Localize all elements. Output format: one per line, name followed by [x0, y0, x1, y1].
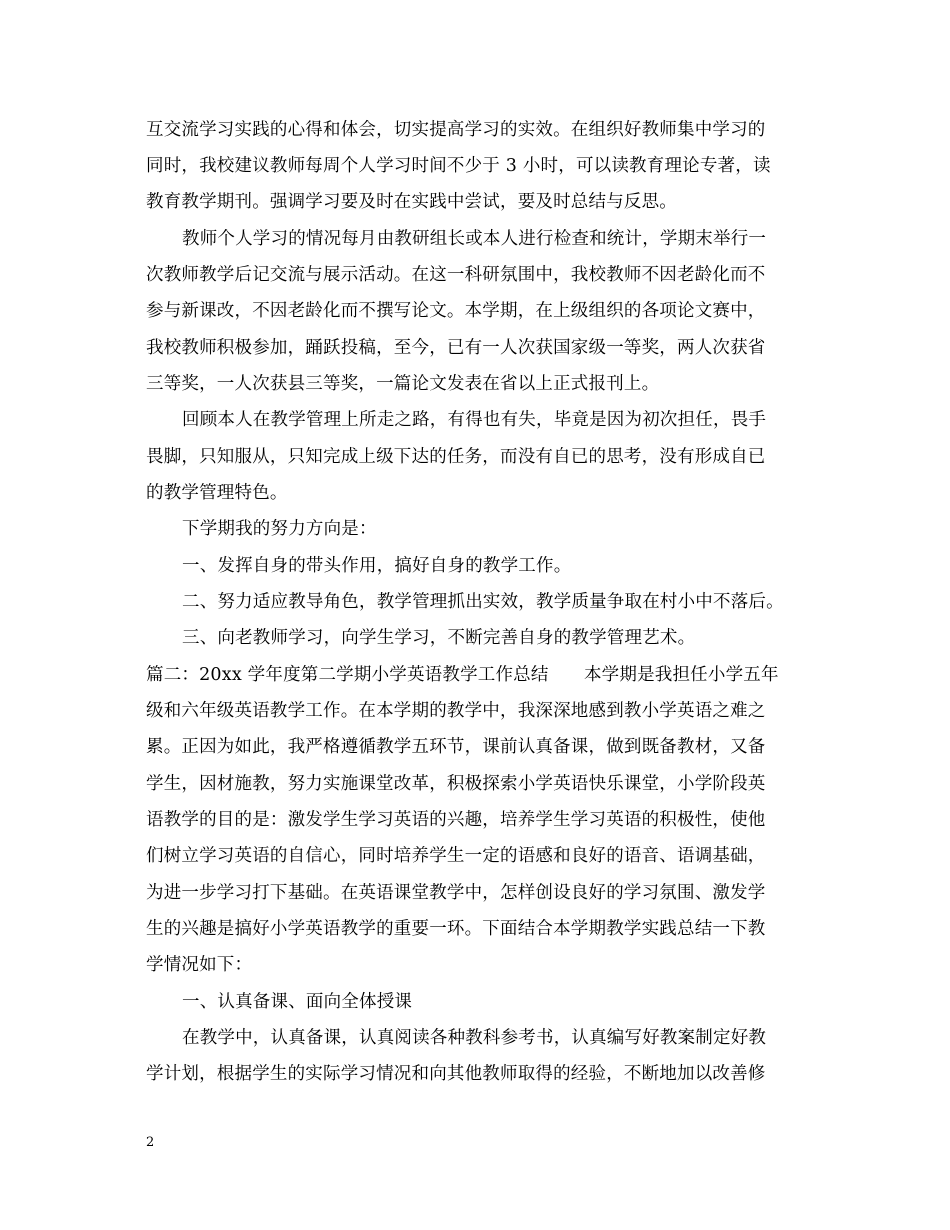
text-line: 二、努力适应教导角色，教学管理抓出实效，教学质量争取在村小中不落后。: [182, 592, 784, 612]
text-line: 三等奖，一人次获县三等奖，一篇论文发表在省以上正式报刊上。: [146, 374, 660, 394]
text-line: 次教师教学后记交流与展示活动。在这一科研氛围中，我校教师不因老龄化而不: [146, 265, 766, 285]
text-line: 回顾本人在教学管理上所走之路，有得也有失，毕竟是因为初次担任，畏手: [182, 410, 767, 430]
section-heading: 一、认真备课、面向全体授课: [182, 992, 413, 1012]
text-line: 互交流学习实践的心得和体会，切实提高学习的实效。在组织好教师集中学习的: [146, 120, 766, 140]
text-line: 参与新课改，不因老龄化而不撰写论文。本学期，在上级组织的各项论文赛中，: [146, 301, 766, 321]
text-line: 我校教师积极参加，踊跃投稿，至今，已有一人次获国家级一等奖，两人次获省: [146, 338, 766, 358]
text-line: 累。正因为如此，我严格遵循教学五环节，课前认真备课，做到既备教材，又备: [146, 737, 766, 757]
text-line: 一、发挥自身的带头作用，搞好自身的教学工作。: [182, 556, 572, 576]
text-line: 下学期我的努力方向是：: [182, 519, 377, 539]
text-line: 教师个人学习的情况每月由教研组长或本人进行检查和统计，学期末举行一: [182, 229, 767, 249]
text-line: 为进一步学习打下基础。在英语课堂教学中，怎样创设良好的学习氛围、激发学: [146, 883, 766, 903]
page-number: 2: [146, 1135, 155, 1150]
text-line: 生的兴趣是搞好小学英语教学的重要一环。下面结合本学期教学实践总结一下教: [146, 919, 766, 939]
text-line: 语教学的目的是：激发学生学习英语的兴趣，培养学生学习英语的积极性，使他: [146, 810, 766, 830]
text-line: 同时，我校建议教师每周个人学习时间不少于 3 小时，可以读教育理论专著，读: [146, 156, 771, 176]
text-line: 们树立学习英语的自信心，同时培养学生一定的语感和良好的语音、语调基础，: [146, 846, 766, 866]
text-line: 教育教学期刊。强调学习要及时在实践中尝试，要及时总结与反思。: [146, 192, 677, 212]
text-line: 学计划，根据学生的实际学习情况和向其他教师取得的经验，不断地加以改善修: [146, 1064, 766, 1084]
text-line: 学生，因材施教，努力实施课堂改革，积极探索小学英语快乐课堂，小学阶段英: [146, 774, 766, 794]
text-line: 三、向老教师学习，向学生学习，不断完善自身的教学管理艺术。: [182, 628, 696, 648]
text-line: 在教学中，认真备课，认真阅读各种教科参考书，认真编写好教案制定好教: [182, 1028, 767, 1048]
text-line: 篇二：20xx 学年度第二学期小学英语教学工作总结 本学期是我担任小学五年: [146, 665, 779, 685]
text-line: 畏脚，只知服从，只知完成上级下达的任务，而没有自已的思考，没有形成自已: [146, 447, 766, 467]
text-line: 的教学管理特色。: [146, 483, 288, 503]
text-line: 级和六年级英语教学工作。在本学期的教学中，我深深地感到教小学英语之难之: [146, 701, 766, 721]
text-line: 学情况如下：: [146, 955, 253, 975]
